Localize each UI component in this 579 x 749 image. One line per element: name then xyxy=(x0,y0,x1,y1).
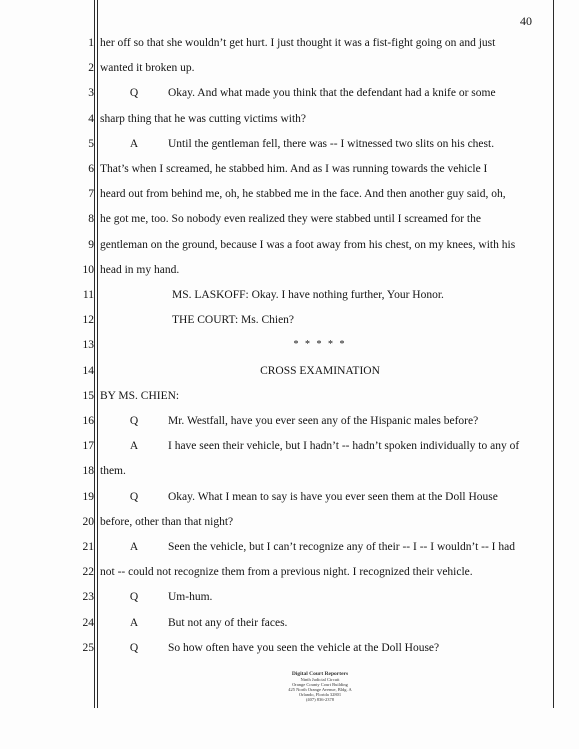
line-text: sharp thing that he was cutting victims with? xyxy=(100,112,307,125)
qa-text: Um-hum. xyxy=(168,591,213,604)
line-text xyxy=(100,491,498,503)
line-number: 15 xyxy=(82,389,94,402)
stamp-line: (407) 836-2378 xyxy=(305,697,335,702)
line-number: 7 xyxy=(88,188,94,201)
qa-text: But not any of their faces. xyxy=(168,616,288,629)
line-number: 18 xyxy=(82,465,94,478)
stamp-line: Orlando, Florida 32801 xyxy=(298,692,342,697)
line-number: 2 xyxy=(88,62,94,75)
line-text: gentleman on the ground, because I was a foot away from his chest, on my knees, with his xyxy=(100,238,516,251)
transcript-line xyxy=(0,637,579,662)
line-text xyxy=(100,617,287,629)
line-text: before, other than that night? xyxy=(100,515,234,528)
court-reporter-stamp xyxy=(260,672,380,702)
line-number: 22 xyxy=(82,566,94,579)
transcript-line xyxy=(0,435,579,460)
line-text xyxy=(100,541,515,553)
line-number: 4 xyxy=(88,112,94,125)
transcript-line xyxy=(0,586,579,611)
line-text xyxy=(100,138,494,150)
transcript-line xyxy=(0,183,579,208)
qa-label: Q xyxy=(129,591,139,604)
line-number: 13 xyxy=(82,339,94,352)
transcript-line xyxy=(0,284,579,309)
qa-text: Until the gentleman fell, there was -- I witnessed two slits on his chest. xyxy=(168,137,495,150)
line-text: her off so that she wouldn’t get hurt. I just thought it was a fist-fight going on and just xyxy=(100,37,496,49)
qa-label: Q xyxy=(129,490,139,503)
line-number: 5 xyxy=(88,137,94,150)
line-number: 6 xyxy=(88,163,94,175)
line-text: BY MS. CHIEN: xyxy=(100,389,180,402)
line-text xyxy=(100,642,439,654)
line-text xyxy=(100,415,478,427)
line-text: heard out from behind me, oh, he stabbed me in the face. And then another guy said, oh, xyxy=(100,188,506,201)
line-number: 20 xyxy=(82,515,94,528)
stamp-line: 425 North Orange Avenue, Bldg. A xyxy=(288,687,352,692)
qa-text: Okay. What I mean to say is have you ever seen them at the Doll House xyxy=(168,490,498,503)
transcript-line xyxy=(0,410,579,435)
line-number: 24 xyxy=(82,616,94,629)
transcript-line xyxy=(0,82,579,107)
qa-label: A xyxy=(129,440,139,453)
line-text xyxy=(100,87,496,99)
qa-label: Q xyxy=(129,415,139,427)
qa-label: A xyxy=(129,541,139,553)
transcript-line xyxy=(0,385,579,410)
line-number: 25 xyxy=(82,641,94,654)
qa-text: Mr. Westfall, have you ever seen any of the Hispanic males before? xyxy=(168,415,479,427)
qa-label: A xyxy=(129,616,139,629)
line-number: 12 xyxy=(82,314,94,327)
line-text: he got me, too. So nobody even realized they were stabbed until I screamed for the xyxy=(100,213,481,226)
line-number: 17 xyxy=(82,440,94,453)
line-number: 21 xyxy=(82,541,94,553)
transcript-line xyxy=(0,511,579,536)
section-divider: * * * * * xyxy=(293,339,347,351)
transcript-line xyxy=(0,486,579,511)
qa-text: So how often have you seen the vehicle at the Doll House? xyxy=(168,641,440,654)
line-text: That’s when I screamed, he stabbed him. And as I was running towards the vehicle I xyxy=(100,163,488,175)
transcript-line xyxy=(0,360,579,385)
transcript-line xyxy=(0,536,579,561)
transcript-line xyxy=(0,561,579,586)
page-number: 40 xyxy=(520,14,532,28)
line-number: 1 xyxy=(88,37,94,49)
transcript-line xyxy=(0,460,579,485)
transcript-line xyxy=(0,234,579,259)
qa-text: Okay. And what made you think that the defendant had a knife or some xyxy=(168,87,496,100)
line-text xyxy=(100,591,212,603)
line-number: 9 xyxy=(88,238,94,251)
line-number: 11 xyxy=(82,289,94,301)
qa-text: Seen the vehicle, but I can’t recognize any of their -- I -- I wouldn’t -- I had xyxy=(168,541,515,553)
qa-label: Q xyxy=(129,87,139,100)
line-text: wanted it broken up. xyxy=(100,62,195,75)
transcript-line xyxy=(0,158,579,183)
line-text xyxy=(100,440,519,452)
transcript-line xyxy=(0,259,579,284)
line-number: 3 xyxy=(88,87,94,100)
section-heading: CROSS EXAMINATION xyxy=(260,364,380,377)
stamp-title: Digital Court Reporters xyxy=(291,671,349,677)
line-text: head in my hand. xyxy=(100,263,180,276)
stamp-line: Ninth Judicial Circuit xyxy=(300,677,340,682)
transcript-line xyxy=(0,309,579,334)
line-number: 14 xyxy=(82,364,94,377)
transcript-line xyxy=(0,133,579,158)
speaker-line: MS. LASKOFF: Okay. I have nothing further, Your Honor. xyxy=(172,289,444,301)
line-number: 16 xyxy=(82,415,94,427)
qa-text: I have seen their vehicle, but I hadn’t -- hadn’t spoken individually to any of xyxy=(168,440,520,453)
transcript-line xyxy=(0,108,579,133)
transcript-line xyxy=(0,208,579,233)
transcript-line xyxy=(0,612,579,637)
line-number: 8 xyxy=(88,213,94,226)
stamp-line: Orange County Court Building xyxy=(292,682,348,687)
qa-label: Q xyxy=(129,641,139,654)
line-text: them. xyxy=(100,465,126,478)
speaker-line: THE COURT: Ms. Chien? xyxy=(172,314,295,327)
transcript-line xyxy=(0,334,579,359)
line-text: not -- could not recognize them from a previous night. I recognized their vehicle. xyxy=(100,566,473,579)
line-number: 10 xyxy=(82,263,94,276)
line-number: 19 xyxy=(82,490,94,503)
transcript-line xyxy=(0,57,579,82)
qa-label: A xyxy=(129,137,139,150)
line-number: 23 xyxy=(82,591,94,604)
transcript-line xyxy=(0,32,579,57)
